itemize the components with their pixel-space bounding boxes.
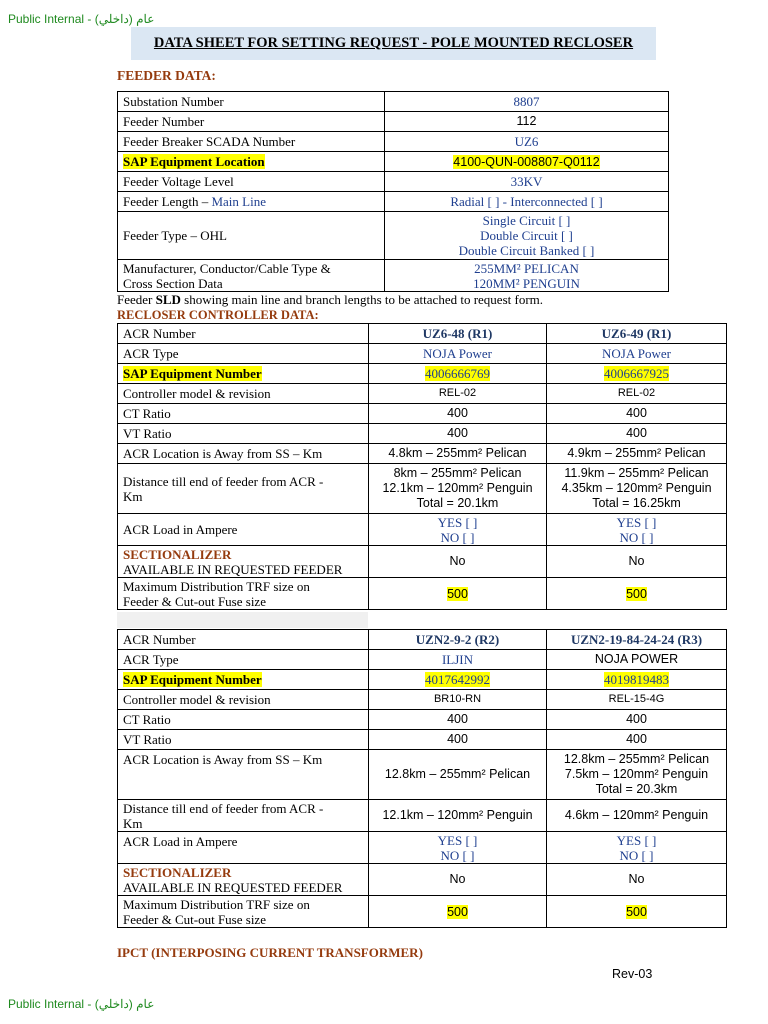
sap-number-label-cell	[118, 364, 369, 384]
distance-label-unit: Km	[123, 488, 143, 504]
location-r3-line1: 12.8km – 255mm² Pelican	[563, 752, 710, 766]
feeder-type-options	[385, 212, 669, 260]
acr-type-r3: NOJA POWER	[547, 650, 727, 670]
table-row	[118, 132, 669, 152]
feeder-type-label: Feeder Type – OHL	[118, 212, 385, 260]
table-row	[118, 424, 727, 444]
trf-label-cell	[118, 578, 369, 610]
load-yes-checkbox: YES [ ]	[616, 832, 657, 848]
distance-r1a-line1: 8km – 255mm² Pelican	[393, 466, 522, 480]
vt-ratio-label: VT Ratio	[118, 424, 369, 444]
feeder-length-main-line: Main Line	[211, 194, 266, 209]
table-row	[118, 344, 727, 364]
acr-number-label: ACR Number	[118, 324, 369, 344]
cross-section-label: Cross Section Data	[123, 275, 223, 291]
conductor-values	[385, 260, 669, 292]
distance-r2: 12.1km – 120mm² Penguin	[369, 800, 547, 832]
table-row	[118, 364, 727, 384]
conductor-pelican: 255MM² PELICAN	[474, 260, 579, 276]
load-yes-checkbox: YES [ ]	[437, 514, 478, 530]
trf-label: Maximum Distribution TRF size on	[123, 578, 310, 594]
voltage-label: Feeder Voltage Level	[118, 172, 385, 192]
distance-r1b	[547, 464, 727, 514]
sectionalizer-label: SECTIONALIZER	[123, 546, 232, 562]
conductor-penguin: 120MM² PENGUIN	[473, 275, 580, 291]
table-row	[118, 260, 669, 292]
location-r3-line2: 7.5km – 120mm² Penguin	[564, 767, 709, 781]
vt-ratio-r3: 400	[547, 730, 727, 750]
distance-label-cell	[118, 464, 369, 514]
controller-r2: BR10-RN	[369, 690, 547, 710]
table-row	[118, 172, 669, 192]
sap-location-value-cell	[385, 152, 669, 172]
sap-number-label: SAP Equipment Number	[123, 366, 262, 381]
trf-r1b-cell	[547, 578, 727, 610]
document-title-band	[131, 27, 656, 60]
acr-number-r1a: UZ6-48 (R1)	[369, 324, 547, 344]
ct-ratio-r2: 400	[369, 710, 547, 730]
table-row	[118, 546, 727, 578]
feeder-data-table	[117, 91, 669, 292]
feeder-length-value: Radial [ ] - Interconnected [ ]	[385, 192, 669, 212]
load-no-checkbox: NO [ ]	[440, 847, 475, 863]
controller-r1a: REL-02	[369, 384, 547, 404]
controller-r3: REL-15-4G	[547, 690, 727, 710]
sld-note	[117, 292, 543, 308]
location-r1b: 4.9km – 255mm² Pelican	[547, 444, 727, 464]
revision-label: Rev-03	[612, 967, 653, 981]
table-spacer	[117, 612, 368, 628]
load-label: ACR Load in Ampere	[118, 832, 369, 864]
acr-type-r2: ILJIN	[369, 650, 547, 670]
trf-r2-cell	[369, 896, 547, 928]
distance-r1a	[369, 464, 547, 514]
load-no-checkbox: NO [ ]	[440, 529, 475, 545]
vt-ratio-r1b: 400	[547, 424, 727, 444]
load-r2	[369, 832, 547, 864]
acr-number-r1b: UZ6-49 (R1)	[547, 324, 727, 344]
table-row	[118, 896, 727, 928]
load-r3	[547, 832, 727, 864]
distance-label: Distance till end of feeder from ACR -	[123, 473, 324, 489]
ipct-heading: IPCT (INTERPOSING CURRENT TRANSFORMER)	[117, 945, 423, 960]
load-no-checkbox: NO [ ]	[619, 847, 654, 863]
feeder-number-value: 112	[385, 112, 669, 132]
trf-r3-cell	[547, 896, 727, 928]
acr-type-label: ACR Type	[118, 650, 369, 670]
table-row	[118, 514, 727, 546]
sectionalizer-r2: No	[369, 864, 547, 896]
location-r1a: 4.8km – 255mm² Pelican	[369, 444, 547, 464]
feeder-data-heading: FEEDER DATA:	[117, 68, 216, 83]
sap-number-r2-cell	[369, 670, 547, 690]
vt-ratio-r1a: 400	[369, 424, 547, 444]
ct-ratio-label: CT Ratio	[118, 404, 369, 424]
table-row	[118, 464, 727, 514]
trf-r3: 500	[626, 904, 647, 919]
load-yes-checkbox: YES [ ]	[437, 832, 478, 848]
table-row	[118, 192, 669, 212]
acr-number-label: ACR Number	[118, 630, 369, 650]
acr-number-r3: UZN2-19-84-24-24 (R3)	[547, 630, 727, 650]
trf-r2: 500	[447, 904, 468, 919]
distance-r3: 4.6km – 120mm² Penguin	[547, 800, 727, 832]
sap-number-label-cell	[118, 670, 369, 690]
table-row	[118, 578, 727, 610]
classification-label-top: Public Internal - عام (داخلي)	[8, 12, 155, 26]
trf-label: Maximum Distribution TRF size on	[123, 896, 310, 912]
trf-sublabel: Feeder & Cut-out Fuse size	[123, 911, 266, 927]
distance-r1b-total: Total = 16.25km	[592, 496, 681, 510]
sap-number-r3: 4019819483	[604, 672, 669, 687]
table-row	[118, 152, 669, 172]
table-row	[118, 384, 727, 404]
double-circuit-option: Double Circuit [ ]	[480, 228, 573, 243]
table-row	[118, 92, 669, 112]
single-circuit-option: Single Circuit [ ]	[482, 213, 571, 228]
sectionalizer-label: SECTIONALIZER	[123, 864, 232, 880]
table-row	[118, 690, 727, 710]
sap-location-value: 4100-QUN-008807-Q0112	[453, 154, 600, 169]
voltage-value: 33KV	[385, 172, 669, 192]
recloser-table-1	[117, 323, 727, 610]
location-r3	[547, 750, 727, 800]
table-row	[118, 112, 669, 132]
breaker-scada-label: Feeder Breaker SCADA Number	[118, 132, 385, 152]
table-row	[118, 444, 727, 464]
manufacturer-label: Manufacturer, Conductor/Cable Type &	[123, 260, 331, 276]
table-row	[118, 670, 727, 690]
table-row	[118, 630, 727, 650]
sectionalizer-label-cell	[118, 546, 369, 578]
table-row	[118, 730, 727, 750]
sectionalizer-sublabel: AVAILABLE IN REQUESTED FEEDER	[123, 879, 343, 895]
sap-location-cell	[118, 152, 385, 172]
double-circuit-banked-option: Double Circuit Banked [ ]	[458, 243, 595, 258]
sectionalizer-sublabel: AVAILABLE IN REQUESTED FEEDER	[123, 561, 343, 577]
distance-label-cell	[118, 800, 369, 832]
trf-r1a-cell	[369, 578, 547, 610]
manufacturer-label-cell	[118, 260, 385, 292]
location-label: ACR Location is Away from SS – Km	[118, 750, 369, 800]
feeder-length-label-cell	[118, 192, 385, 212]
ct-ratio-r1b: 400	[547, 404, 727, 424]
ct-ratio-label: CT Ratio	[118, 710, 369, 730]
table-row	[118, 404, 727, 424]
recloser-data-heading: RECLOSER CONTROLLER DATA:	[117, 308, 319, 322]
classification-label-bottom: Public Internal - عام (داخلي)	[8, 997, 155, 1011]
distance-r1b-line1: 11.9km – 255mm² Pelican	[564, 466, 709, 480]
sap-number-r1b-cell	[547, 364, 727, 384]
sap-number-label: SAP Equipment Number	[123, 672, 262, 687]
load-no-checkbox: NO [ ]	[619, 529, 654, 545]
load-r1b	[547, 514, 727, 546]
recloser-table-2	[117, 629, 727, 928]
substation-label: Substation Number	[118, 92, 385, 112]
feeder-length-label: Feeder Length –	[123, 194, 212, 209]
trf-label-cell	[118, 896, 369, 928]
sectionalizer-r1b: No	[547, 546, 727, 578]
ct-ratio-r1a: 400	[369, 404, 547, 424]
controller-r1b: REL-02	[547, 384, 727, 404]
load-label: ACR Load in Ampere	[118, 514, 369, 546]
distance-r1a-line2: 12.1km – 120mm² Penguin	[382, 481, 533, 495]
sld-note-sld: SLD	[155, 292, 181, 307]
trf-r1b: 500	[626, 586, 647, 601]
sectionalizer-r3: No	[547, 864, 727, 896]
table-row	[118, 800, 727, 832]
feeder-number-label: Feeder Number	[118, 112, 385, 132]
table-row	[118, 832, 727, 864]
sap-number-r1a: 4006666769	[425, 366, 490, 381]
distance-label: Distance till end of feeder from ACR -	[123, 800, 324, 816]
table-row	[118, 324, 727, 344]
acr-number-r2: UZN2-9-2 (R2)	[369, 630, 547, 650]
table-row	[118, 650, 727, 670]
controller-label: Controller model & revision	[118, 384, 369, 404]
table-row	[118, 212, 669, 260]
load-yes-checkbox: YES [ ]	[616, 514, 657, 530]
sld-note-prefix: Feeder	[117, 292, 156, 307]
acr-type-label: ACR Type	[118, 344, 369, 364]
distance-label-unit: Km	[123, 815, 143, 831]
sectionalizer-r1a: No	[369, 546, 547, 578]
sap-number-r1b: 4006667925	[604, 366, 669, 381]
sap-location-label: SAP Equipment Location	[123, 154, 265, 169]
sectionalizer-label-cell	[118, 864, 369, 896]
breaker-scada-value: UZ6	[385, 132, 669, 152]
acr-type-r1a: NOJA Power	[369, 344, 547, 364]
controller-label: Controller model & revision	[118, 690, 369, 710]
sap-number-r2: 4017642992	[425, 672, 490, 687]
distance-r1a-total: Total = 20.1km	[416, 496, 499, 510]
location-label: ACR Location is Away from SS – Km	[118, 444, 369, 464]
sap-number-r3-cell	[547, 670, 727, 690]
trf-r1a: 500	[447, 586, 468, 601]
trf-sublabel: Feeder & Cut-out Fuse size	[123, 593, 266, 609]
vt-ratio-r2: 400	[369, 730, 547, 750]
acr-type-r1b: NOJA Power	[547, 344, 727, 364]
location-r3-total: Total = 20.3km	[595, 782, 678, 796]
location-r2: 12.8km – 255mm² Pelican	[369, 750, 547, 800]
distance-r1b-line2: 4.35km – 120mm² Penguin	[561, 481, 712, 495]
load-r1a	[369, 514, 547, 546]
ct-ratio-r3: 400	[547, 710, 727, 730]
table-row	[118, 864, 727, 896]
document-title: DATA SHEET FOR SETTING REQUEST - POLE MOUNTED RECLOSER	[153, 35, 634, 51]
sap-number-r1a-cell	[369, 364, 547, 384]
substation-value: 8807	[385, 92, 669, 112]
sld-note-suffix: showing main line and branch lengths to be attached to request form.	[180, 292, 544, 307]
vt-ratio-label: VT Ratio	[118, 730, 369, 750]
table-row	[118, 710, 727, 730]
table-row	[118, 750, 727, 800]
